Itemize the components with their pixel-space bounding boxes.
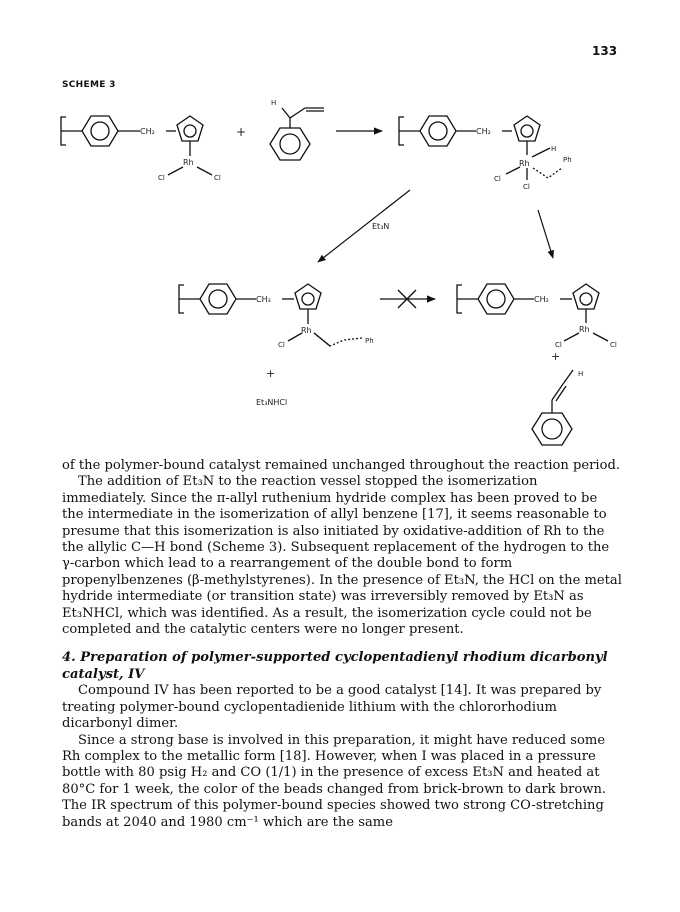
paragraph: of the polymer-bound catalyst remained unchanged throughout the reaction period.	[62, 458, 621, 473]
label-rh: Rh	[579, 325, 590, 334]
label-rh: Rh	[183, 158, 194, 167]
label-cl: Cl	[158, 174, 165, 182]
propenylbenzene	[532, 370, 573, 445]
paragraph: Since a strong base is involved in this preparation, it might have reduced some Rh complex to the metallic form [18]. However, when I was placed in a pressure bottle with 80 psig H₂ and CO (1/1) in the presence of excess Et₃N and heated at 80°C for 1 week, the color of the beads changed from brick-brown to dark brown. The IR spectrum of this polymer-bound species showed two strong CO-stretching bands at 2040 and 1980 cm⁻¹ which are the same	[62, 732, 607, 830]
plus-sign: +	[266, 367, 276, 380]
label-et3nhcl: Et₃NHCl	[256, 398, 288, 407]
label-et3n: Et₃N	[372, 222, 390, 231]
label-ph: Ph	[365, 337, 374, 345]
plus-sign: +	[551, 350, 561, 363]
label-rh: Rh	[519, 159, 530, 168]
label-h: H	[271, 99, 277, 107]
body-text	[62, 458, 622, 831]
label-cl: Cl	[214, 174, 221, 182]
label-rh: Rh	[301, 326, 312, 335]
section-heading: 4. Preparation of polymer-supported cyclopentadienyl rhodium dicarbonyl catalyst, IV	[62, 650, 608, 682]
label-cl: Cl	[278, 341, 285, 349]
blocked-arrow	[380, 290, 435, 308]
label-ch2: CH₂	[476, 127, 491, 136]
allylbenzene	[270, 108, 324, 160]
label-h: H	[551, 145, 557, 153]
scheme-label: SCHEME 3	[62, 80, 116, 90]
label-cl: Cl	[555, 341, 562, 349]
label-h: H	[578, 370, 584, 378]
label-cl: Cl	[523, 183, 530, 191]
label-ch2: CH₂	[534, 295, 549, 304]
rh-hydride-intermediate	[399, 116, 562, 180]
et3n-arrow	[318, 190, 410, 262]
label-cl: Cl	[494, 175, 501, 183]
label-ph: Ph	[563, 156, 572, 164]
rh-allyl-complex	[179, 284, 362, 346]
reaction-arrow	[538, 210, 553, 258]
paragraph: The addition of Et₃N to the reaction vessel stopped the isomerization immediately. Since the π-allyl ruthenium hydride complex has been proved to be the intermediate in the isomerization of allyl benzene [17], it seems reasonable to presume that this isomerization is also initiated by oxidative-addition of Rh to the the allylic C—H bond (Scheme 3). Subsequent replacement of the hydrogen to the γ-carbon which lead to a rearrangement of the double bond to form propenylbenzenes (β-methylstyrenes). In the presence of Et₃N, the HCl on the metal hydride intermediate (or transition state) was irreversibly removed by Et₃N as Et₃NHCl, which was identified. As a result, the isomerization cycle could not be completed and the catalytic centers were no longer present.	[62, 474, 622, 638]
label-cl: Cl	[610, 341, 617, 349]
page-number: 133	[592, 44, 618, 58]
label-ch2: CH₂	[140, 127, 155, 136]
paragraph: Compound IV has been reported to be a good catalyst [14]. It was prepared by treating polymer-bound cyclopentadienide lithium with the chlororhodium dicarbonyl dimer.	[62, 683, 602, 732]
plus-sign: +	[236, 125, 247, 139]
reaction-scheme	[0, 0, 680, 455]
label-ch3: CH₃	[256, 295, 271, 304]
